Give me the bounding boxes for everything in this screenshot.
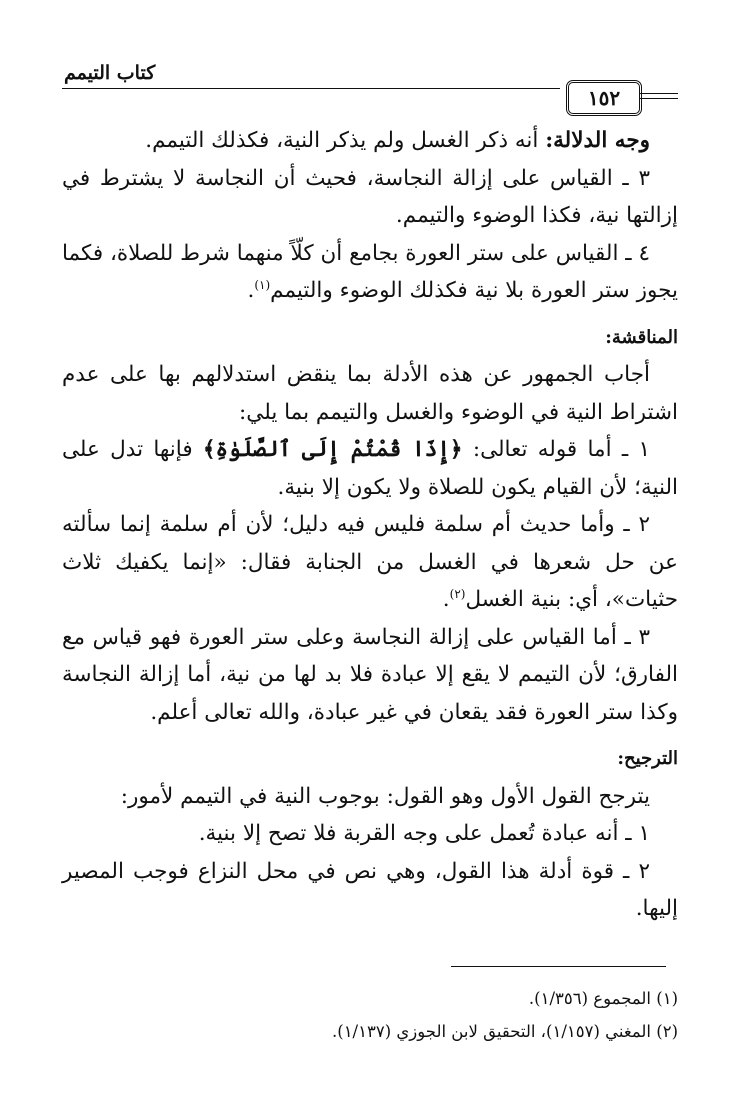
reply-verse-end: فإنها تدل على النية؛ لأن القيام يكون للصلاة ولا يكون إلا بنية. xyxy=(62,437,678,500)
footnote-separator xyxy=(451,966,666,967)
evidence-label: وجه الدلالة: xyxy=(545,128,650,153)
quran-quote: ﴿إِذَا قُمْتُمْ إِلَى ٱلصَّلَوٰةِ﴾ xyxy=(202,437,463,462)
header-rule-left xyxy=(62,88,560,89)
paragraph-reply-verse xyxy=(62,431,678,506)
page-number: ١٥٢ xyxy=(587,86,621,110)
heading-discussion: المناقشة: xyxy=(605,326,678,348)
analogy-covering-end: . xyxy=(247,278,255,303)
reply-hadith-text: ٢ ـ وأما حديث أم سلمة فليس فيه دليل؛ لأن أم سلمة إنما سألته عن حل شعرها في الغسل من الجنابة فقال: «إنما يكفيك ثلاث حثيات»، أي: بنية الغسل xyxy=(62,512,678,612)
footnote-2: (٢) المغني (١/١٥٧)، التحقيق لابن الجوزي (١/١٣٧). xyxy=(332,1022,678,1041)
main-text xyxy=(62,122,678,928)
paragraph-reply-hadith xyxy=(62,506,678,619)
paragraph-majority-reply: أجاب الجمهور عن هذه الأدلة بما ينقض استدلالهم بها على عدم اشتراط النية في الوضوء والغسل والتيمم بما يلي: xyxy=(62,362,678,425)
paragraph-analogy-impurity: ٣ ـ القياس على إزالة النجاسة، فحيث أن النجاسة لا يشترط في إزالتها نية، فكذا الوضوء والتيمم. xyxy=(62,165,678,228)
footnote-ref-2: (٢) xyxy=(449,586,466,601)
header-rule-right xyxy=(640,93,678,99)
paragraph-evidence xyxy=(62,122,678,160)
analogy-covering-text: ٤ ـ القياس على ستر العورة بجامع أن كلّاً منهما شرط للصلاة، فكما يجوز ستر العورة بلا نية فكذلك الوضوء والتيمم xyxy=(62,240,678,303)
paragraph-reason-1: ١ ـ أنه عبادة تُعمل على وجه القربة فلا تصح إلا بنية. xyxy=(198,821,650,846)
paragraph-preference: يترجح القول الأول وهو القول: بوجوب النية في التيمم لأمور: xyxy=(120,783,650,809)
paragraph-reason-2: ٢ ـ قوة أدلة هذا القول، وهي نص في محل النزاع فوجب المصير إليها. xyxy=(62,858,678,921)
page-number-box xyxy=(566,80,642,116)
footnotes xyxy=(62,982,678,1048)
footnote-ref-1: (١) xyxy=(254,277,271,292)
reply-verse-start: ١ ـ أما قوله تعالى: xyxy=(462,437,650,462)
evidence-text: أنه ذكر الغسل ولم يذكر النية، فكذلك التيمم. xyxy=(145,128,546,153)
reply-hadith-end: . xyxy=(442,587,450,612)
heading-preference: الترجيح: xyxy=(617,748,678,769)
paragraph-analogy-covering xyxy=(62,235,678,310)
paragraph-reply-analogy: ٣ ـ أما القياس على إزالة النجاسة وعلى ستر العورة فهو قياس مع الفارق؛ لأن التيمم لا يقع إلا عبادة فلا بد لها من نية، أما إزالة النجاسة وكذا ستر العورة فقد يقعان في غير عبادة، والله تعالى أعلم. xyxy=(62,624,678,725)
running-header-title: كتاب التيمم xyxy=(64,62,156,84)
footnote-1: (١) المجموع (١/٣٥٦). xyxy=(528,989,678,1008)
